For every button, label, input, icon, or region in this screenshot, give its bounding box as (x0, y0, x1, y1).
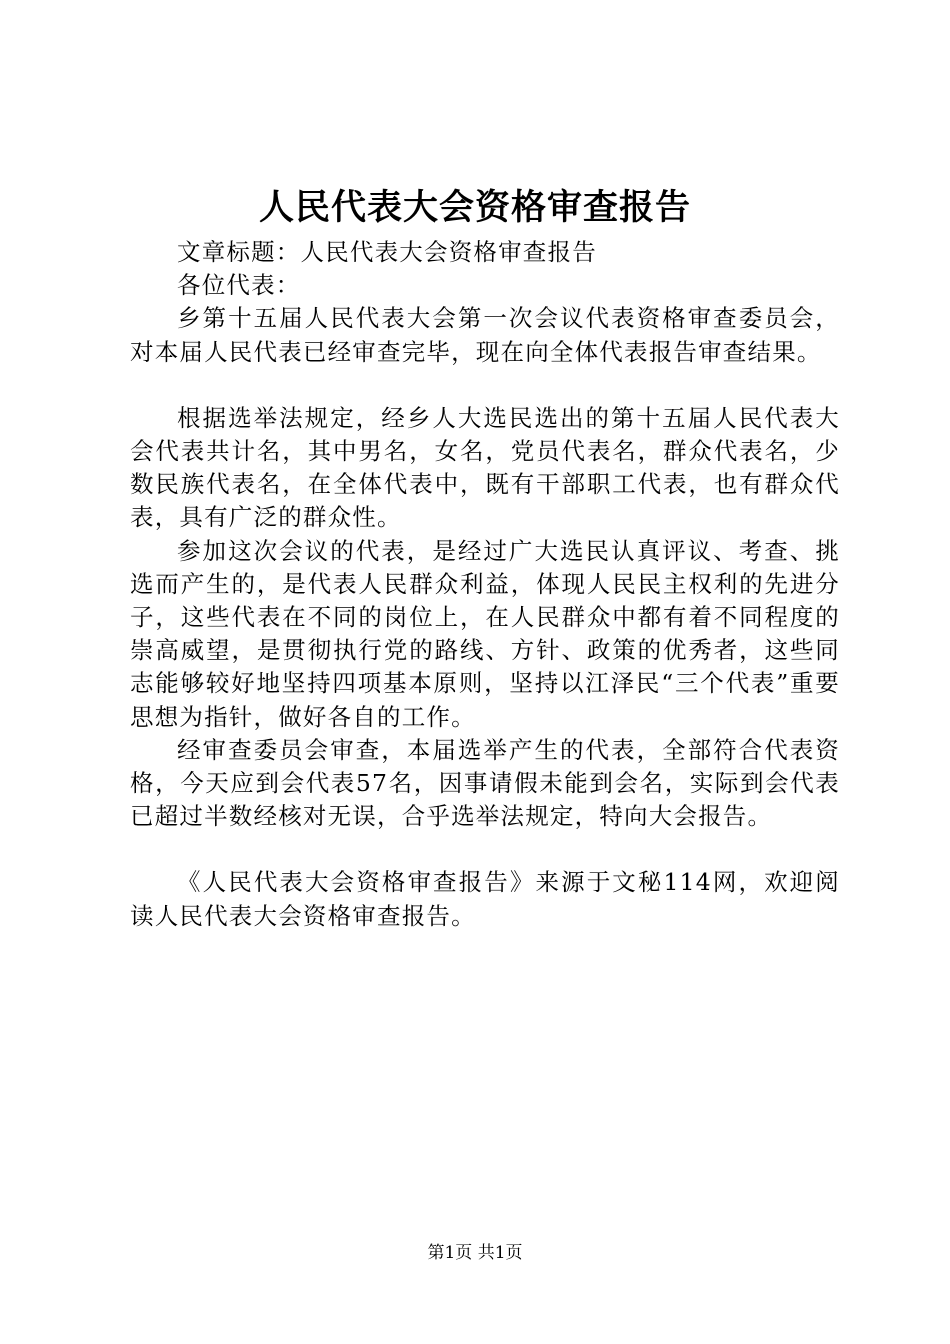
salutation: 各位代表： (177, 271, 301, 300)
article-title-line: 文章标题：人民代表大会资格审查报告 (177, 238, 597, 266)
document-title: 人民代表大会资格审查报告 (258, 187, 691, 228)
paragraph-spacer (130, 833, 840, 866)
closing-paragraph: 《人民代表大会资格审查报告》来源于文秘114网，欢迎阅读人民代表大会资格审查报告。 (130, 868, 840, 930)
paragraph-1: 乡第十五届人民代表大会第一次会议代表资格审查委员会，对本届人民代表已经审查完毕，现在向全体代表报告审查结果。 (130, 304, 840, 366)
document-body (130, 236, 840, 933)
paragraph-3: 参加这次会议的代表，是经过广大选民认真评议、考查、挑选而产生的，是代表人民群众利益，体现人民民主权利的先进分子，这些代表在不同的岗位上，在人民群众中都有着不同程度的崇高威望，是贯彻执行党的路线、方针、政策的优秀者，这些同志能够较好地坚持四项基本原则，坚持以江泽民“三个代表”重要思想为指针，做好各自的工作。 (130, 536, 840, 731)
paragraph-spacer (130, 369, 840, 402)
paragraph-4: 经审查委员会审查，本届选举产生的代表，全部符合代表资格，今天应到会代表57名，因事请假未能到会名，实际到会代表已超过半数经核对无误，合乎选举法规定，特向大会报告。 (130, 735, 840, 831)
paragraph-2: 根据选举法规定，经乡人大选民选出的第十五届人民代表大会代表共计名，其中男名，女名，党员代表名，群众代表名，少数民族代表名，在全体代表中，既有干部职工代表，也有群众代表，具有广泛的群众性。 (130, 403, 840, 532)
page-number: 第1页 共1页 (427, 1243, 523, 1263)
